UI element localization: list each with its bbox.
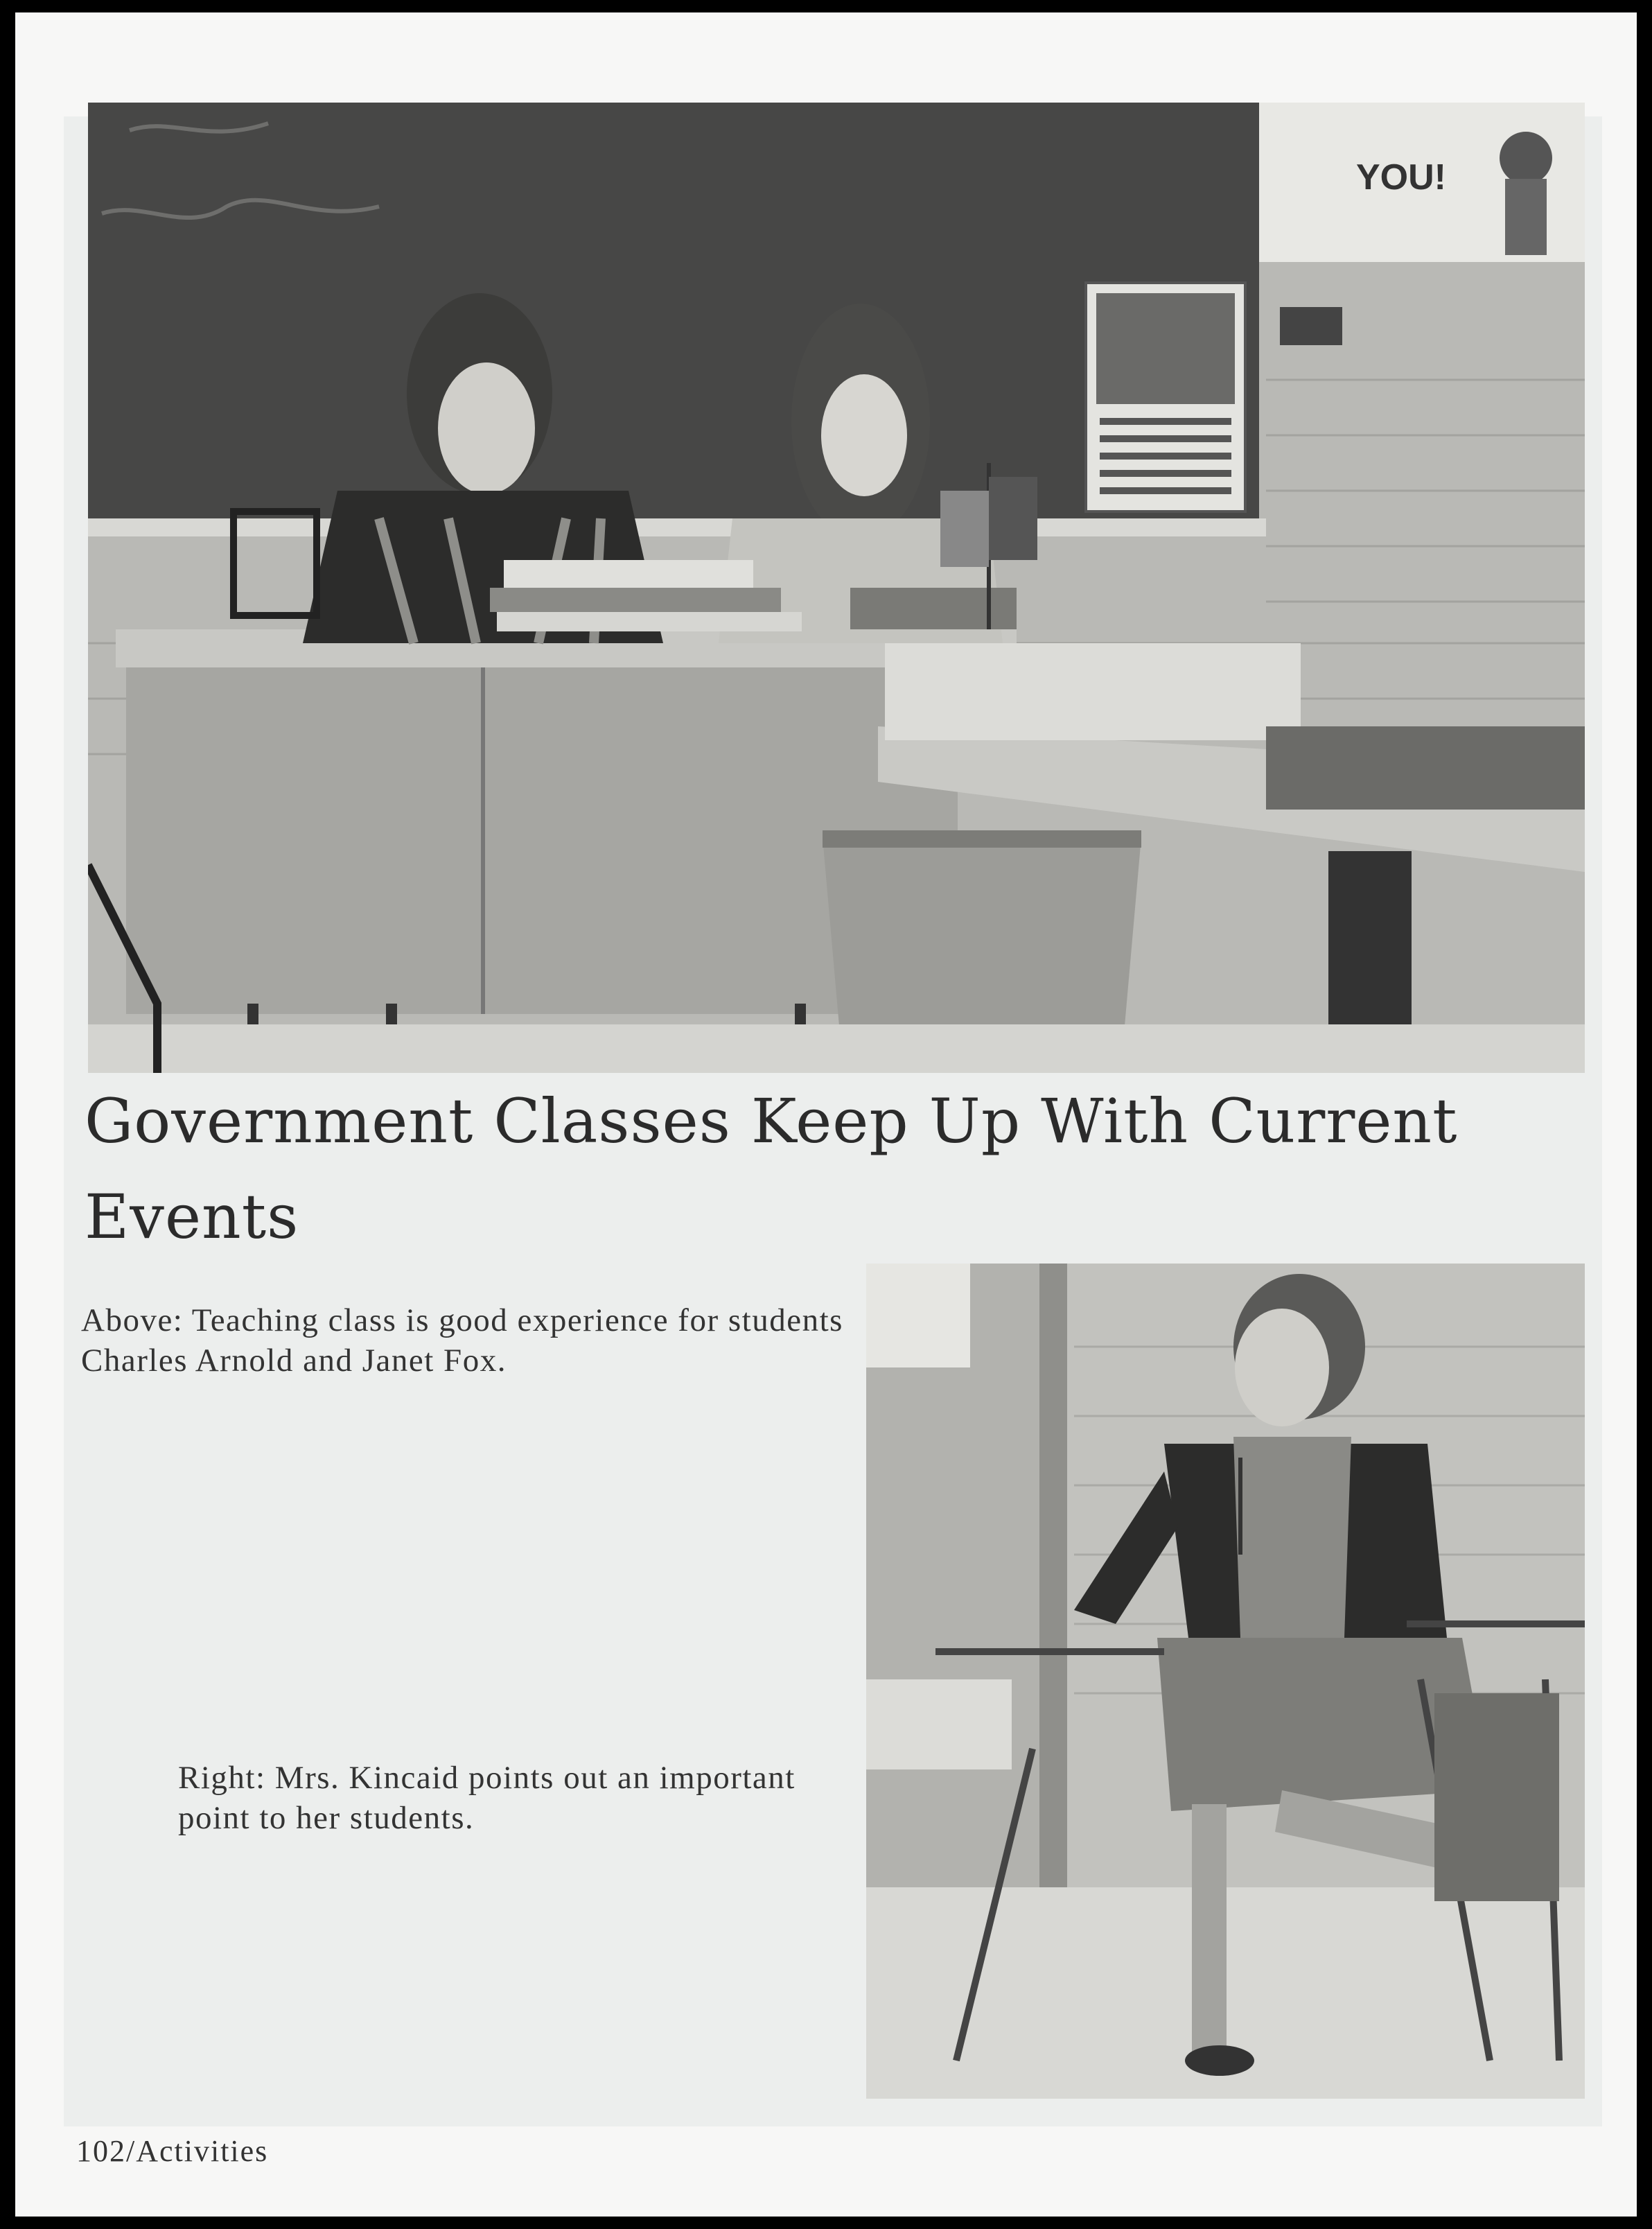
headline-line-2: Events [85,1181,299,1252]
caption-above-photo: Above: Teaching class is good experience for students Charles Arnold and Janet Fox. [81,1302,843,1379]
teacher-photo-illustration [866,1264,1585,2099]
classroom-photo-illustration [88,103,1585,1073]
poster-sign-text: YOU! [1356,157,1446,198]
page-number-footer: 102/Activities [76,2134,269,2168]
teacher-photo-mrs-kincaid [866,1264,1585,2099]
caption-right-photo: Right: Mrs. Kincaid points out an important point to her students. [178,1760,796,1836]
classroom-photo-students-teaching [88,103,1585,1073]
yearbook-page [15,12,1637,2217]
headline-line-1: Government Classes Keep Up With Current [85,1085,1458,1157]
